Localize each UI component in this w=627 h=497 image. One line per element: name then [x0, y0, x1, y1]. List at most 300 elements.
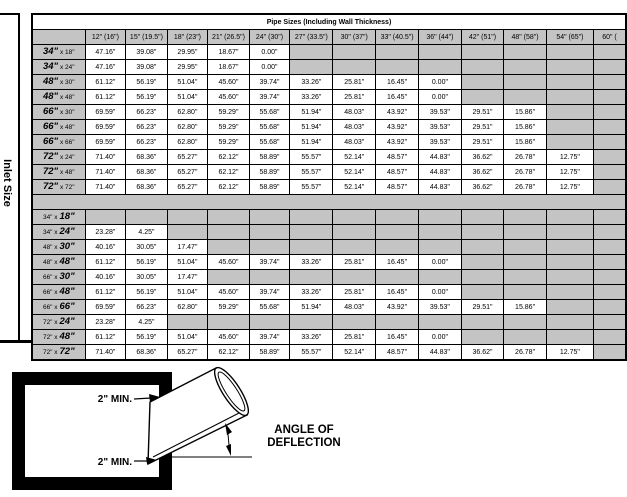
cell-value: 30.05"	[126, 270, 167, 285]
corner-cell	[32, 30, 85, 45]
cell-value: 48.57"	[376, 150, 419, 165]
cell-value: 0.00"	[419, 330, 462, 345]
cell-empty	[546, 135, 593, 150]
cell-empty	[546, 240, 593, 255]
cell-empty	[504, 255, 547, 270]
table-row	[32, 165, 626, 180]
col-header: 54" (65")	[546, 30, 593, 45]
row-header	[32, 120, 85, 135]
cell-value: 39.74"	[249, 330, 290, 345]
cell-value: 68.36"	[126, 345, 167, 361]
cell-empty	[208, 270, 249, 285]
table-row	[32, 90, 626, 105]
cell-empty	[593, 45, 626, 60]
cell-value: 56.19"	[126, 255, 167, 270]
cell-empty	[208, 315, 249, 330]
cell-value: 39.53"	[419, 105, 462, 120]
cell-empty	[376, 210, 419, 225]
cell-empty	[419, 60, 462, 75]
cell-value: 44.83"	[419, 180, 462, 195]
col-header: 18" (23")	[167, 30, 208, 45]
row-header	[32, 225, 85, 240]
cell-value: 18.67"	[208, 45, 249, 60]
row-size-big: 30"	[59, 241, 75, 252]
col-header: 27" (33.5")	[290, 30, 333, 45]
row-size-small: 72" x	[42, 319, 58, 326]
cell-value: 23.28"	[85, 315, 126, 330]
row-header	[32, 255, 85, 270]
row-size-big: 48"	[42, 91, 59, 102]
cell-value: 71.40"	[85, 150, 126, 165]
inlet-size-axis-label: Inlet Size	[1, 159, 13, 207]
cell-value: 51.04"	[167, 285, 208, 300]
cell-value: 12.75"	[546, 150, 593, 165]
row-header	[32, 75, 85, 90]
cell-empty	[333, 45, 376, 60]
row-size-small: 66" x	[42, 289, 58, 296]
cell-empty	[546, 210, 593, 225]
cell-empty	[333, 315, 376, 330]
cell-empty	[546, 300, 593, 315]
cell-value: 59.29"	[208, 135, 249, 150]
cell-value: 33.26"	[290, 330, 333, 345]
cell-value: 0.00"	[419, 285, 462, 300]
row-header	[32, 60, 85, 75]
cell-empty	[333, 270, 376, 285]
cell-value: 23.28"	[85, 225, 126, 240]
angle-label-line2: DEFLECTION	[267, 437, 341, 449]
cell-value: 4.25"	[126, 225, 167, 240]
cell-empty	[504, 240, 547, 255]
cell-value: 51.04"	[167, 330, 208, 345]
cell-value: 62.12"	[208, 345, 249, 361]
cell-value: 66.23"	[126, 120, 167, 135]
cell-value: 45.60"	[208, 255, 249, 270]
table-section-divider	[32, 195, 626, 210]
angle-arrow	[225, 423, 232, 456]
row-header	[32, 330, 85, 345]
cell-empty	[546, 105, 593, 120]
cell-empty	[249, 315, 290, 330]
cell-empty	[461, 60, 504, 75]
row-size-big: 72"	[42, 181, 59, 192]
cell-value: 17.47"	[167, 270, 208, 285]
cell-empty	[126, 210, 167, 225]
cell-value: 48.03"	[333, 135, 376, 150]
cell-empty	[290, 240, 333, 255]
cell-value: 59.29"	[208, 120, 249, 135]
table-row	[32, 75, 626, 90]
row-size-big: 48"	[59, 256, 75, 267]
cell-value: 56.19"	[126, 75, 167, 90]
cell-value: 33.26"	[290, 90, 333, 105]
col-header: 24" (30")	[249, 30, 290, 45]
cell-empty	[290, 45, 333, 60]
row-size-big: 66"	[59, 301, 75, 312]
deflection-diagram	[0, 360, 627, 497]
cell-empty	[593, 270, 626, 285]
cell-value: 44.83"	[419, 150, 462, 165]
cell-value: 59.29"	[208, 105, 249, 120]
row-size-big: 18"	[59, 211, 75, 222]
cell-value: 59.29"	[208, 300, 249, 315]
cell-value: 29.95"	[167, 60, 208, 75]
row-header	[32, 270, 85, 285]
cell-empty	[461, 90, 504, 105]
cell-empty	[461, 45, 504, 60]
row-size-small: 72" x	[42, 334, 58, 341]
cell-empty	[546, 270, 593, 285]
cell-value: 39.08"	[126, 45, 167, 60]
cell-value: 52.14"	[333, 150, 376, 165]
table-row	[32, 285, 626, 300]
cell-value: 61.12"	[85, 75, 126, 90]
cell-value: 0.00"	[419, 255, 462, 270]
row-header	[32, 345, 85, 361]
cell-empty	[208, 210, 249, 225]
cell-empty	[290, 315, 333, 330]
row-size-big: 30"	[59, 271, 75, 282]
cell-value: 29.95"	[167, 45, 208, 60]
cell-value: 65.27"	[167, 180, 208, 195]
cell-value: 25.81"	[333, 285, 376, 300]
cell-value: 15.86"	[504, 135, 547, 150]
cell-empty	[376, 240, 419, 255]
row-size-small: x 24"	[59, 64, 75, 71]
row-size-big: 34"	[42, 46, 59, 57]
cell-value: 4.25"	[126, 315, 167, 330]
frame-left-line	[18, 13, 20, 342]
row-header	[32, 45, 85, 60]
col-header: 15" (19.5")	[126, 30, 167, 45]
cell-value: 16.45"	[376, 75, 419, 90]
cell-value: 48.03"	[333, 300, 376, 315]
col-header: 60" (	[593, 30, 626, 45]
cell-value: 48.57"	[376, 165, 419, 180]
cell-value: 29.51"	[461, 300, 504, 315]
cell-value: 51.94"	[290, 105, 333, 120]
row-size-big: 34"	[42, 61, 59, 72]
cell-value: 0.00"	[419, 90, 462, 105]
cell-empty	[504, 90, 547, 105]
cell-value: 69.59"	[85, 135, 126, 150]
cell-value: 36.62"	[461, 345, 504, 361]
cell-empty	[290, 225, 333, 240]
cell-value: 55.68"	[249, 105, 290, 120]
cell-empty	[504, 330, 547, 345]
cell-value: 56.19"	[126, 330, 167, 345]
cell-value: 17.47"	[167, 240, 208, 255]
cell-value: 16.45"	[376, 285, 419, 300]
col-header: 12" (16")	[85, 30, 126, 45]
cell-value: 29.51"	[461, 120, 504, 135]
cell-empty	[333, 60, 376, 75]
cell-empty	[504, 45, 547, 60]
row-size-big: 66"	[42, 121, 59, 132]
col-header: 42" (51")	[461, 30, 504, 45]
cell-value: 62.80"	[167, 135, 208, 150]
row-header	[32, 240, 85, 255]
cell-empty	[461, 240, 504, 255]
cell-value: 51.04"	[167, 75, 208, 90]
table-row	[32, 60, 626, 75]
cell-value: 62.80"	[167, 105, 208, 120]
row-size-small: x 48"	[59, 94, 75, 101]
cell-value: 48.03"	[333, 105, 376, 120]
cell-value: 39.74"	[249, 90, 290, 105]
cell-empty	[593, 225, 626, 240]
cell-value: 52.14"	[333, 180, 376, 195]
row-size-big: 24"	[59, 226, 75, 237]
cell-empty	[593, 210, 626, 225]
cell-empty	[249, 270, 290, 285]
cell-value: 39.53"	[419, 135, 462, 150]
cell-empty	[593, 165, 626, 180]
row-size-big: 72"	[59, 346, 75, 357]
cell-value: 58.89"	[249, 345, 290, 361]
cell-empty	[593, 285, 626, 300]
cell-value: 25.81"	[333, 330, 376, 345]
cell-value: 33.26"	[290, 285, 333, 300]
min-label-bottom: 2" MIN.	[97, 457, 132, 468]
table-row	[32, 210, 626, 225]
cell-empty	[461, 315, 504, 330]
row-size-small: 34" x	[42, 229, 58, 236]
cell-empty	[593, 90, 626, 105]
cell-value: 65.27"	[167, 150, 208, 165]
cell-value: 71.40"	[85, 180, 126, 195]
row-size-small: x 48"	[59, 124, 75, 131]
cell-value: 40.16"	[85, 270, 126, 285]
cell-value: 12.75"	[546, 165, 593, 180]
cell-empty	[504, 210, 547, 225]
cell-value: 45.60"	[208, 75, 249, 90]
cell-empty	[593, 255, 626, 270]
cell-value: 66.23"	[126, 300, 167, 315]
row-size-small: x 30"	[59, 79, 75, 86]
row-size-big: 66"	[42, 136, 59, 147]
table-row	[32, 225, 626, 240]
cell-value: 25.81"	[333, 90, 376, 105]
cell-empty	[167, 210, 208, 225]
cell-value: 15.86"	[504, 300, 547, 315]
cell-value: 39.74"	[249, 75, 290, 90]
cell-value: 26.78"	[504, 165, 547, 180]
cell-value: 15.86"	[504, 105, 547, 120]
cell-value: 15.86"	[504, 120, 547, 135]
cell-empty	[593, 60, 626, 75]
cell-value: 48.57"	[376, 345, 419, 361]
cell-value: 43.92"	[376, 105, 419, 120]
frame-top-line	[0, 13, 19, 15]
row-size-small: 48" x	[42, 259, 58, 266]
row-header	[32, 315, 85, 330]
cell-empty	[546, 45, 593, 60]
cell-value: 62.80"	[167, 300, 208, 315]
cell-value: 65.27"	[167, 345, 208, 361]
row-header	[32, 300, 85, 315]
cell-empty	[419, 210, 462, 225]
cell-empty	[546, 285, 593, 300]
row-size-small: 66" x	[42, 304, 58, 311]
cell-value: 30.05"	[126, 240, 167, 255]
row-size-small: x 48"	[59, 169, 75, 176]
cell-value: 66.23"	[126, 105, 167, 120]
cell-value: 44.83"	[419, 165, 462, 180]
col-header: 33" (40.5")	[376, 30, 419, 45]
cell-value: 26.78"	[504, 180, 547, 195]
row-header	[32, 165, 85, 180]
cell-value: 43.92"	[376, 135, 419, 150]
cell-value: 25.81"	[333, 255, 376, 270]
table-title: Pipe Sizes (Including Wall Thickness)	[32, 14, 626, 30]
cell-empty	[290, 270, 333, 285]
table-row	[32, 345, 626, 361]
cell-value: 47.16"	[85, 60, 126, 75]
cell-value: 65.27"	[167, 165, 208, 180]
row-header	[32, 135, 85, 150]
cell-empty	[593, 180, 626, 195]
cell-empty	[249, 210, 290, 225]
cell-value: 58.89"	[249, 150, 290, 165]
cell-value: 33.26"	[290, 75, 333, 90]
col-header: 48" (58")	[504, 30, 547, 45]
cell-empty	[546, 255, 593, 270]
cell-value: 56.19"	[126, 90, 167, 105]
cell-empty	[504, 225, 547, 240]
min-label-top: 2" MIN.	[97, 394, 132, 405]
cell-empty	[546, 225, 593, 240]
cell-value: 58.89"	[249, 180, 290, 195]
cell-empty	[290, 210, 333, 225]
cell-value: 52.14"	[333, 345, 376, 361]
row-size-small: x 66"	[59, 139, 75, 146]
cell-value: 39.08"	[126, 60, 167, 75]
cell-value: 69.59"	[85, 120, 126, 135]
table-row	[32, 135, 626, 150]
row-size-big: 48"	[42, 76, 59, 87]
cell-value: 61.12"	[85, 330, 126, 345]
cell-value: 55.68"	[249, 120, 290, 135]
row-size-small: x 30"	[59, 109, 75, 116]
cell-value: 47.16"	[85, 45, 126, 60]
cell-value: 68.36"	[126, 150, 167, 165]
cell-value: 39.53"	[419, 120, 462, 135]
cell-empty	[376, 225, 419, 240]
cell-value: 45.60"	[208, 285, 249, 300]
row-size-big: 24"	[59, 316, 75, 327]
cell-empty	[419, 45, 462, 60]
cell-empty	[461, 225, 504, 240]
cell-empty	[208, 240, 249, 255]
cell-value: 61.12"	[85, 285, 126, 300]
table-row	[32, 120, 626, 135]
cell-value: 68.36"	[126, 165, 167, 180]
table-row	[32, 300, 626, 315]
cell-empty	[504, 315, 547, 330]
cell-value: 45.60"	[208, 330, 249, 345]
cell-value: 55.68"	[249, 300, 290, 315]
cell-empty	[461, 270, 504, 285]
cell-value: 51.94"	[290, 300, 333, 315]
row-header	[32, 150, 85, 165]
row-size-small: 48" x	[42, 244, 58, 251]
cell-value: 62.80"	[167, 120, 208, 135]
pipe-table	[31, 13, 627, 361]
cell-empty	[593, 150, 626, 165]
cell-value: 18.67"	[208, 60, 249, 75]
cell-value: 71.40"	[85, 345, 126, 361]
cell-value: 55.68"	[249, 135, 290, 150]
col-header: 36" (44")	[419, 30, 462, 45]
cell-empty	[504, 60, 547, 75]
cell-value: 40.16"	[85, 240, 126, 255]
cell-empty	[461, 330, 504, 345]
table-row	[32, 45, 626, 60]
cell-value: 16.45"	[376, 90, 419, 105]
cell-empty	[249, 240, 290, 255]
row-header	[32, 105, 85, 120]
table-row	[32, 180, 626, 195]
cell-value: 39.74"	[249, 255, 290, 270]
cell-value: 51.94"	[290, 120, 333, 135]
cell-empty	[419, 315, 462, 330]
row-header	[32, 90, 85, 105]
cell-empty	[546, 60, 593, 75]
cell-empty	[504, 270, 547, 285]
cell-value: 62.12"	[208, 150, 249, 165]
cell-empty	[333, 225, 376, 240]
row-size-small: 72" x	[42, 349, 58, 356]
cell-value: 48.57"	[376, 180, 419, 195]
cell-empty	[376, 60, 419, 75]
cell-value: 62.12"	[208, 165, 249, 180]
cell-value: 16.45"	[376, 255, 419, 270]
row-size-big: 48"	[59, 331, 75, 342]
cell-value: 69.59"	[85, 300, 126, 315]
row-size-small: x 72"	[59, 184, 75, 191]
cell-empty	[593, 75, 626, 90]
row-size-small: x 24"	[59, 154, 75, 161]
cell-value: 58.89"	[249, 165, 290, 180]
cell-empty	[249, 225, 290, 240]
cell-value: 55.57"	[290, 165, 333, 180]
cell-value: 26.78"	[504, 150, 547, 165]
cell-empty	[208, 225, 249, 240]
row-size-big: 72"	[42, 166, 59, 177]
cell-empty	[376, 315, 419, 330]
cell-value: 69.59"	[85, 105, 126, 120]
cell-empty	[546, 90, 593, 105]
cell-value: 68.36"	[126, 180, 167, 195]
cell-empty	[593, 315, 626, 330]
col-header: 30" (37")	[333, 30, 376, 45]
cell-value: 29.51"	[461, 105, 504, 120]
header-row	[32, 30, 626, 45]
cell-empty	[461, 255, 504, 270]
cell-empty	[593, 240, 626, 255]
cell-value: 0.00"	[249, 60, 290, 75]
row-size-small: x 18"	[59, 49, 75, 56]
cell-empty	[461, 285, 504, 300]
cell-empty	[167, 315, 208, 330]
cell-value: 0.00"	[419, 75, 462, 90]
angle-label-line1: ANGLE OF	[274, 424, 334, 436]
cell-empty	[376, 45, 419, 60]
cell-value: 55.57"	[290, 345, 333, 361]
row-header	[32, 210, 85, 225]
cell-empty	[546, 330, 593, 345]
